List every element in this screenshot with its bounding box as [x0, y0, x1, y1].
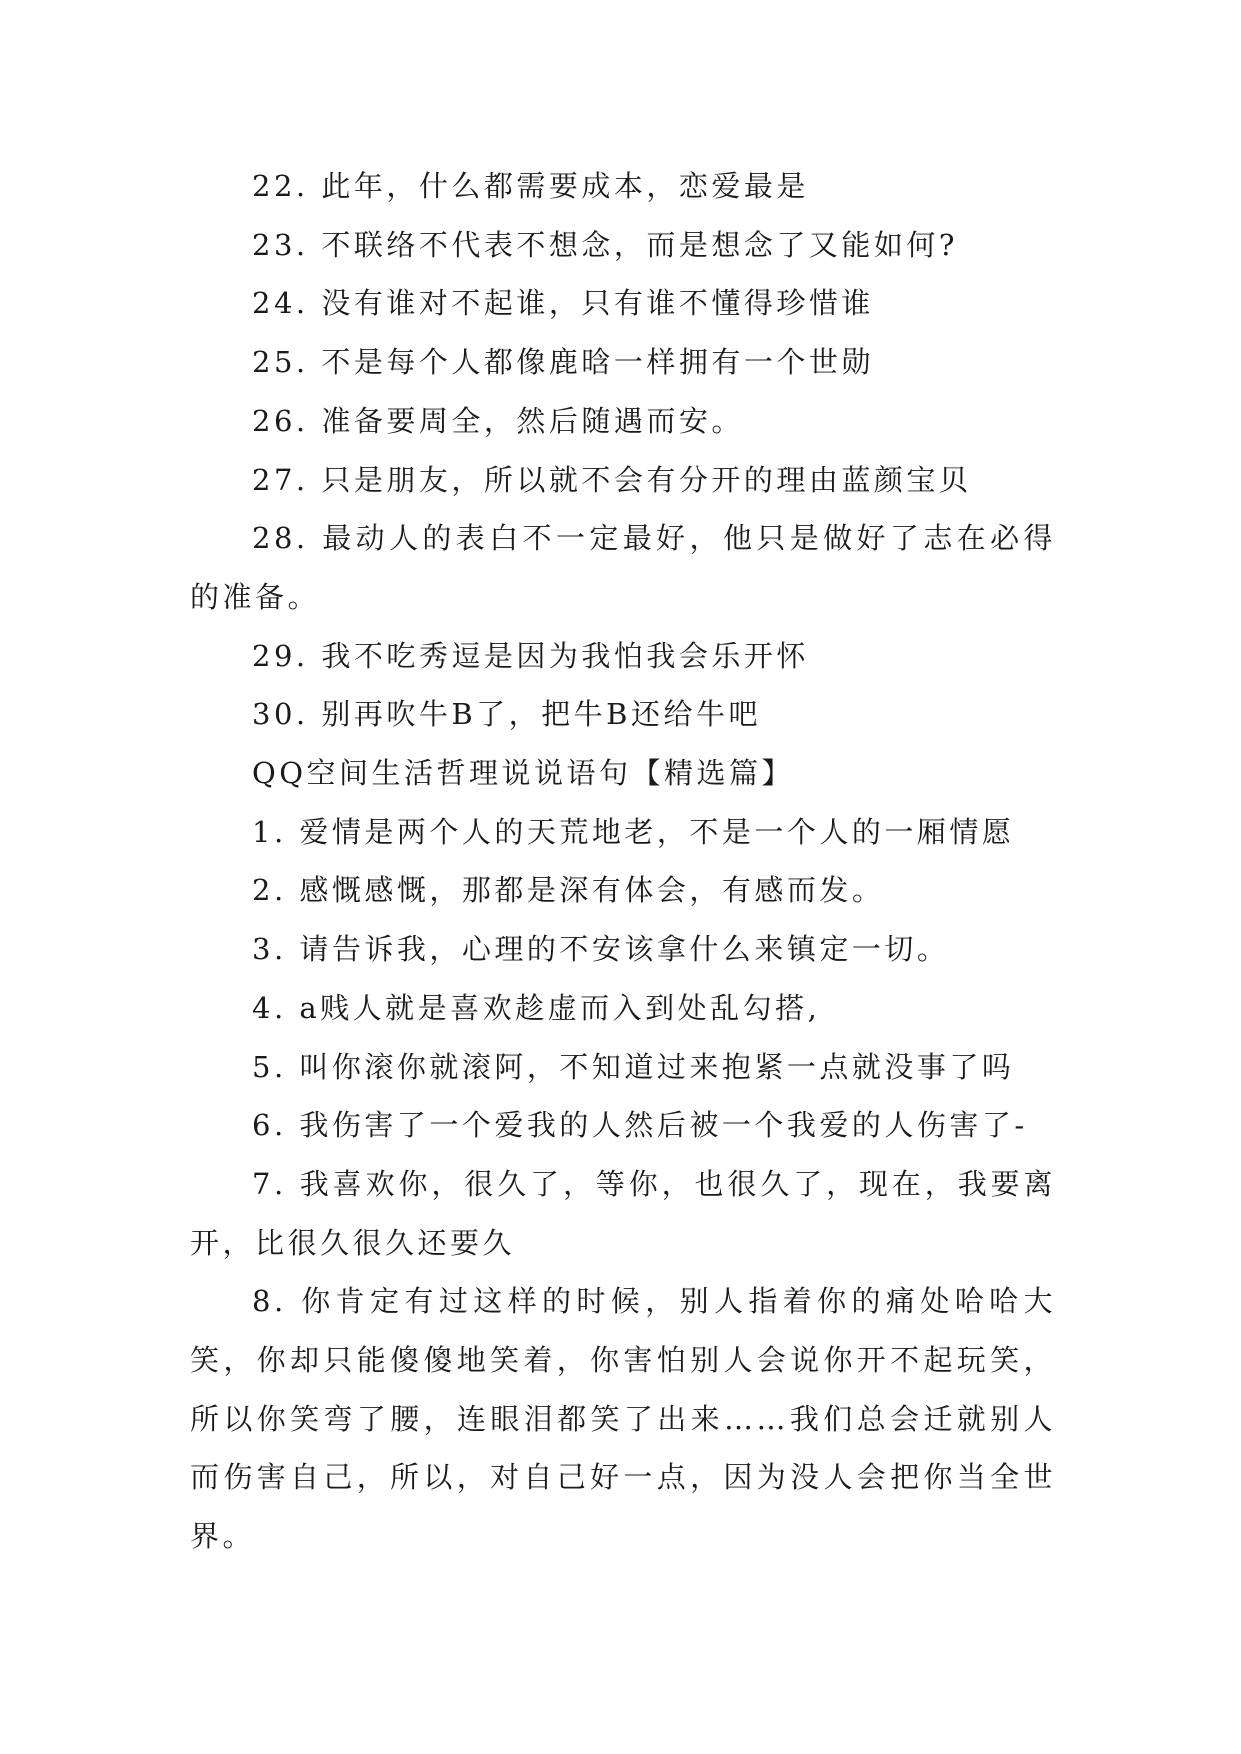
paragraph-24: 24. 没有谁对不起谁，只有谁不懂得珍惜谁: [252, 286, 874, 321]
paragraph-25: 25. 不是每个人都像鹿晗一样拥有一个世勋: [252, 345, 874, 380]
paragraph-7: 7. 我喜欢你，很久了，等你，也很久了，现在，我要离开，比很久很久还要久: [190, 1166, 1056, 1260]
paragraph-1: 1. 爱情是两个人的天荒地老，不是一个人的一厢情愿: [252, 814, 1015, 849]
paragraph-23: 23. 不联络不代表不想念，而是想念了又能如何?: [252, 227, 958, 262]
paragraph-26: 26. 准备要周全，然后随遇而安。: [252, 403, 744, 438]
paragraph-2: 2. 感慨感慨，那都是深有体会，有感而发。: [252, 873, 885, 908]
paragraph-6: 6. 我伤害了一个爱我的人然后被一个我爱的人伤害了-: [252, 1108, 1028, 1143]
document-body: [190, 157, 1056, 1566]
paragraph-4: 4. a贱人就是喜欢趁虚而入到处乱勾搭,: [252, 990, 821, 1025]
paragraph-3: 3. 请告诉我，心理的不安该拿什么来镇定一切。: [252, 932, 950, 967]
paragraph-30: 30. 别再吹牛B了，把牛B还给牛吧: [252, 697, 761, 732]
paragraph-28: 28. 最动人的表白不一定最好，他只是做好了志在必得的准备。: [190, 521, 1056, 614]
paragraph-8: 8. 你肯定有过这样的时候，别人指着你的痛处哈哈大笑，你却只能傻傻地笑着，你害怕别人会说你开不起玩笑，所以你笑弯了腰，连眼泪都笑了出来……我们总会迁就别人而伤害自己，所以，对自己好一点，因为没人会把你当全世界。: [190, 1284, 1056, 1554]
section-heading: QQ空间生活哲理说说语句【精选篇】: [252, 756, 795, 791]
paragraph-29: 29. 我不吃秀逗是因为我怕我会乐开怀: [252, 638, 809, 673]
paragraph-22: 22. 此年，什么都需要成本，恋爱最是: [252, 169, 809, 203]
paragraph-27: 27. 只是朋友，所以就不会有分开的理由蓝颜宝贝: [252, 462, 972, 497]
paragraph-5: 5. 叫你滚你就滚阿，不知道过来抱紧一点就没事了吗: [252, 1049, 1015, 1084]
